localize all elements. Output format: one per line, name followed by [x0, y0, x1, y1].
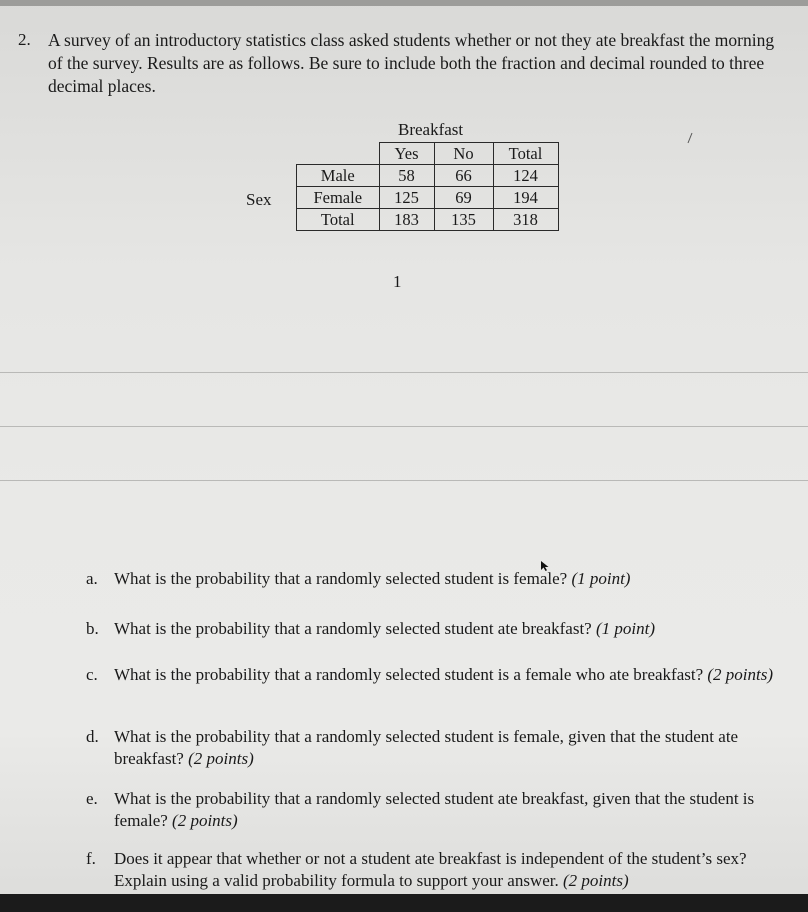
table-row-total: [297, 209, 559, 231]
cell-total-yes: 183: [379, 209, 434, 231]
question-c: [86, 664, 786, 708]
question-letter: d.: [86, 727, 99, 746]
question-text: What is the probability that a randomly selected student is female?: [114, 569, 568, 588]
question-points: (2 points): [563, 871, 629, 890]
question-points: (2 points): [707, 665, 774, 684]
problem-number: 2.: [18, 30, 31, 49]
photo-bottom-edge: [0, 894, 808, 912]
page-number: 1: [393, 272, 402, 291]
question-text: Does it appear that whether or not a student ate breakfast is independent of the student’s sex? Explain using a valid probability formula to support your answer.: [114, 849, 747, 890]
table-corner-cell: [297, 143, 380, 165]
question-points: (2 points): [172, 811, 238, 830]
sex-caption: Sex: [246, 190, 272, 209]
header-yes: Yes: [379, 143, 434, 165]
cell-female-total: 194: [493, 187, 558, 209]
table-row-female: [297, 187, 559, 209]
pen-mark-icon: [686, 132, 694, 144]
question-d: [86, 726, 786, 770]
question-text: What is the probability that a randomly selected student ate breakfast, given that the student is female?: [114, 789, 755, 830]
header-total: Total: [493, 143, 558, 165]
cell-male-yes: 58: [379, 165, 434, 187]
cell-total-total: 318: [493, 209, 558, 231]
cell-female-no: 69: [434, 187, 493, 209]
header-no: No: [434, 143, 493, 165]
question-letter: a.: [86, 569, 98, 588]
question-f: [86, 848, 786, 892]
row-label-male: Male: [297, 165, 380, 187]
question-text: What is the probability that a randomly selected student is female, given that the student ate breakfast?: [114, 727, 739, 768]
question-b: [86, 618, 786, 640]
page-break-line: [0, 426, 808, 427]
photo-top-edge: [0, 0, 808, 6]
cell-total-no: 135: [434, 209, 493, 231]
page-break-line: [0, 372, 808, 373]
question-a: [86, 568, 786, 590]
question-text: What is the probability that a randomly selected student ate breakfast?: [114, 619, 592, 638]
contingency-table: [296, 142, 559, 231]
question-letter: c.: [86, 665, 98, 684]
table-row-male: [297, 165, 559, 187]
question-points: (2 points): [188, 749, 254, 768]
question-e: [86, 788, 786, 832]
question-letter: f.: [86, 849, 96, 868]
question-points: (1 point): [571, 569, 631, 588]
question-text: What is the probability that a randomly selected student is a female who ate breakfast?: [114, 665, 704, 684]
page-break-line: [0, 480, 808, 481]
table-header-row: [297, 143, 559, 165]
breakfast-caption: Breakfast: [398, 120, 464, 139]
question-letter: e.: [86, 789, 98, 808]
cell-male-no: 66: [434, 165, 493, 187]
problem-intro: A survey of an introductory statistics class asked students whether or not they ate breakfast the morning of the survey. Results are as follows. Be sure to include both the fraction and decimal rounded to three decimal places.: [48, 30, 775, 96]
question-letter: b.: [86, 619, 99, 638]
cell-female-yes: 125: [379, 187, 434, 209]
row-label-female: Female: [297, 187, 380, 209]
question-points: (1 point): [595, 619, 655, 638]
cell-male-total: 124: [493, 165, 558, 187]
row-label-total: Total: [297, 209, 380, 231]
